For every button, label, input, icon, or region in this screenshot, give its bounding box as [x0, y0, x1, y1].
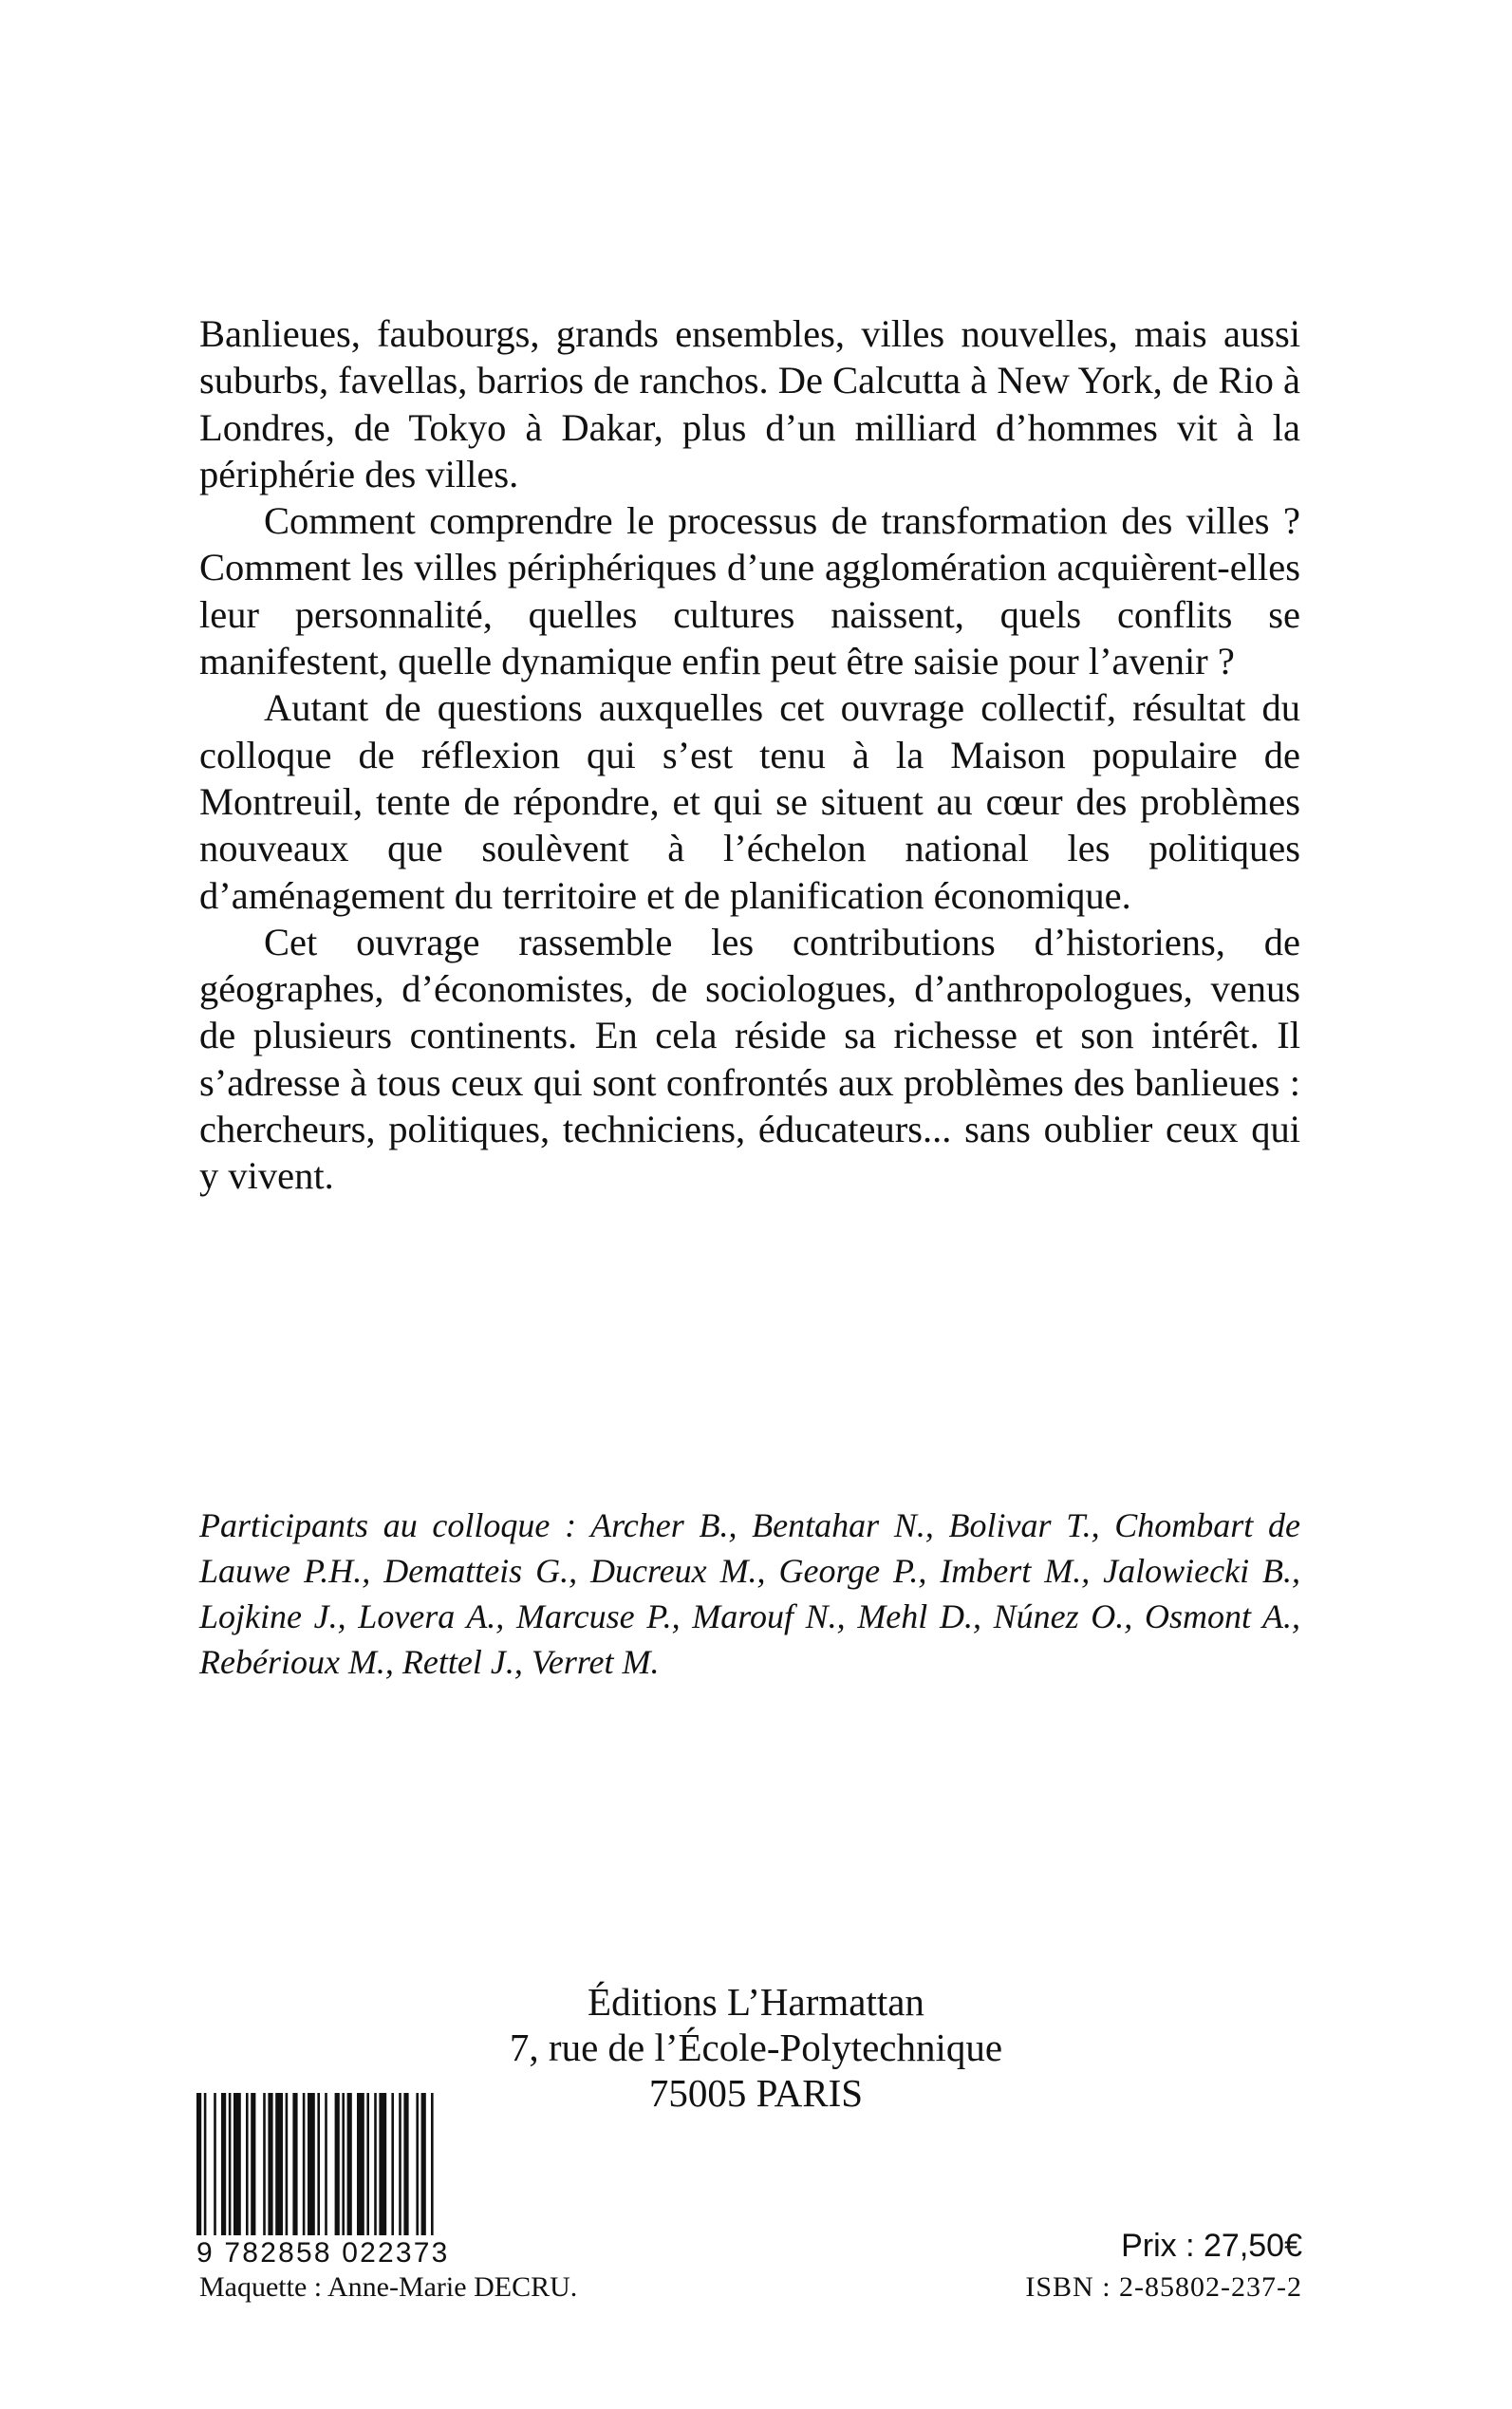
- barcode-bar: [366, 2093, 369, 2235]
- barcode-bar: [416, 2093, 419, 2235]
- barcode-bar: [263, 2093, 266, 2235]
- barcode-bar: [374, 2093, 377, 2235]
- barcode-bar: [403, 2093, 408, 2235]
- barcode-bar: [204, 2093, 207, 2235]
- blurb-paragraph-4: Cet ouvrage rassemble les contributions d’historiens, de géographes, d’économistes, de sociologues, d’anthropologues, venus de plusieurs continents. En cela réside sa richesse et son intérêt. Il s’adresse à tous ceux qui sont confrontés aux problèmes des banlieues : chercheurs, politiques, techniciens, éducateurs... sans oublier ceux qui y vivent.: [199, 920, 1300, 1198]
- isbn-label: ISBN : 2-85802-237-2: [1025, 2271, 1302, 2303]
- barcode-bar: [325, 2093, 327, 2235]
- barcode-bar: [317, 2093, 320, 2235]
- publisher-city: 75005 PARIS: [648, 2071, 864, 2115]
- publisher-street: 7, rue de l’École-Polytechnique: [509, 2026, 1003, 2069]
- blurb-paragraph-3: Autant de questions auxquelles cet ouvrage collectif, résultat du colloque de réflexion qui s’est tenu à la Maison populaire de Montreuil, tente de répondre, et qui se situent au cœur des problèmes nouveaux que soulèvent à l’échelon national les politiques d’aménagement du territoire et de planification économique.: [199, 686, 1300, 917]
- blurb-text: [199, 310, 1300, 1200]
- maquette-credit: Maquette : Anne-Marie DECRU.: [199, 2271, 578, 2303]
- barcode-bar: [275, 2093, 283, 2235]
- barcode-bar: [233, 2093, 241, 2235]
- barcode-bar: [246, 2093, 249, 2235]
- barcode-bar: [268, 2093, 272, 2235]
- barcode-bar: [399, 2093, 401, 2235]
- barcode-bar: [251, 2093, 255, 2235]
- barcode-bar: [379, 2093, 386, 2235]
- price-label: Prix : 27,50€: [1121, 2228, 1302, 2264]
- barcode-block: [196, 2093, 495, 2269]
- barcode-bar: [357, 2093, 364, 2235]
- barcode-bar: [347, 2093, 352, 2235]
- barcode-bar: [214, 2093, 216, 2235]
- barcode-digits: 9 782858 022373: [196, 2237, 450, 2269]
- barcode-bar: [221, 2093, 226, 2235]
- barcode-bar: [196, 2093, 201, 2235]
- barcode-bar: [286, 2093, 289, 2235]
- barcode-bar: [292, 2093, 297, 2235]
- barcode-bar: [308, 2093, 315, 2235]
- blurb-paragraph-2: Comment comprendre le processus de transformation des villes ? Comment les villes périphériques d’une agglomération acquièrent-elles leur personnalité, quelles cultures naissent, quels conflits se manifestent, quelle dynamique enfin peut être saisie pour l’avenir ?: [199, 499, 1300, 683]
- publisher-name: Éditions L’Harmattan: [588, 1980, 924, 2024]
- barcode-bar: [229, 2093, 232, 2235]
- barcode-icon: [196, 2093, 493, 2235]
- barcode-bar: [303, 2093, 306, 2235]
- blurb-paragraph-1: Banlieues, faubourgs, grands ensembles, villes nouvelles, mais aussi suburbs, favellas, barrios de ranchos. De Calcutta à New York, de Rio à Londres, de Tokyo à Dakar, plus d’un milliard d’hommes vit à la périphérie des villes.: [199, 312, 1300, 495]
- participants-list: Participants au colloque : Archer B., Bentahar N., Bolivar T., Chombart de Lauwe P.H., Dematteis G., Ducreux M., George P., Imbert M., Jalowiecki B., Lojkine J., Lovera A., Marcuse P., Marouf N., Mehl D., Núnez O., Osmont A., Rebérioux M., Rettel J., Verret M.: [199, 1506, 1300, 1681]
- barcode-bar: [421, 2093, 426, 2235]
- barcode-bar: [431, 2093, 434, 2235]
- barcode-bar: [342, 2093, 345, 2235]
- barcode-bar: [391, 2093, 394, 2235]
- barcode-bar: [335, 2093, 340, 2235]
